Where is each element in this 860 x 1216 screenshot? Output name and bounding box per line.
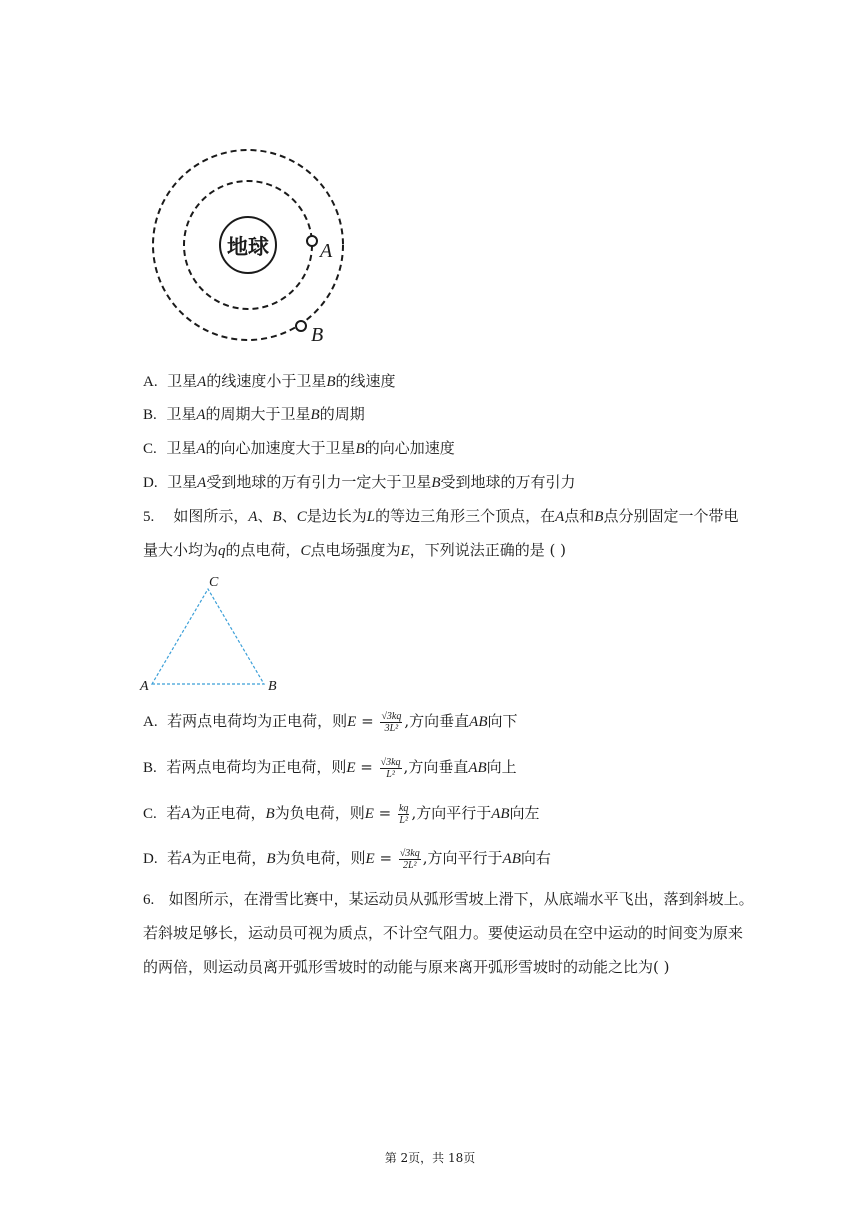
fraction: $\frac{kq}{\text{L²}}$: [398, 802, 409, 826]
q4-option-a: A. 卫星A的线速度小于卫星B的线速度: [143, 372, 396, 390]
q5-option-c: C. 若A为正电荷，B为负电荷，则E = $\frac{kq}{\text{L²}}$ ,方向平行于AB向左: [143, 802, 540, 826]
orbit-figure: [148, 148, 348, 348]
q5-stem-line2: 量大小均为q的点电荷，C点电场强度为E，下列说法正确的是 ( ): [143, 541, 566, 559]
page-footer: 第 2页，共 18页: [384, 1151, 476, 1165]
q4-option-d: D. 卫星A受到地球的万有引力一定大于卫星B受到地球的万有引力: [143, 473, 576, 491]
q5-option-a: A. 若两点电荷均为正电荷，则E = $\frac{√3kq}{\text{3L²}}$ ,方向垂直AB向下: [143, 710, 518, 734]
triangle-abc: [152, 589, 264, 684]
satellite-b: [296, 321, 306, 331]
satellite-b-label: B: [311, 324, 324, 346]
triangle-label-a: A: [140, 679, 149, 694]
q4-option-c: C. 卫星A的向心加速度大于卫星B的向心加速度: [143, 439, 455, 457]
q5-stem-line1: 5. 如图所示，A、B、C是边长为L的等边三角形三个顶点，在A点和B点分别固定一个带电: [143, 507, 739, 525]
q5-number: 5.: [143, 509, 155, 525]
q6-stem-line3: 的两倍，则运动员离开弧形雪坡时的动能与原来离开弧形雪坡时的动能之比为( ): [143, 958, 670, 976]
earth-label: 地球: [227, 235, 269, 259]
fraction: $\frac{√3kq}{\text{3L²}}$: [381, 710, 402, 734]
q5-option-b: B. 若两点电荷均为正电荷，则E = $\frac{√3kq}{\text{L²}}$ ,方向垂直AB向上: [143, 756, 517, 780]
triangle-figure: [138, 572, 288, 697]
triangle-label-c: C: [209, 575, 219, 590]
satellite-a-label: A: [320, 240, 333, 262]
q5-option-d: D. 若A为正电荷，B为负电荷，则E = $\frac{√3kq}{\text{2L²}}$ ,方向平行于AB向右: [143, 847, 551, 871]
q6-stem-line2: 若斜坡足够长，运动员可视为质点，不计空气阻力。要使运动员在空中运动的时间变为原来: [143, 924, 744, 942]
q6-number: 6.: [143, 892, 155, 908]
q6-stem-line1: 6. 如图所示，在滑雪比赛中，某运动员从弧形雪坡上滑下，从底端水平飞出，落到斜坡上。: [143, 890, 754, 908]
satellite-a: [307, 236, 317, 246]
fraction: $\frac{√3kq}{\text{L²}}$: [380, 756, 401, 780]
q4-option-b: B. 卫星A的周期大于卫星B的周期: [143, 405, 365, 423]
fraction: $\frac{√3kq}{\text{2L²}}$: [399, 847, 420, 871]
triangle-label-b: B: [268, 679, 277, 694]
